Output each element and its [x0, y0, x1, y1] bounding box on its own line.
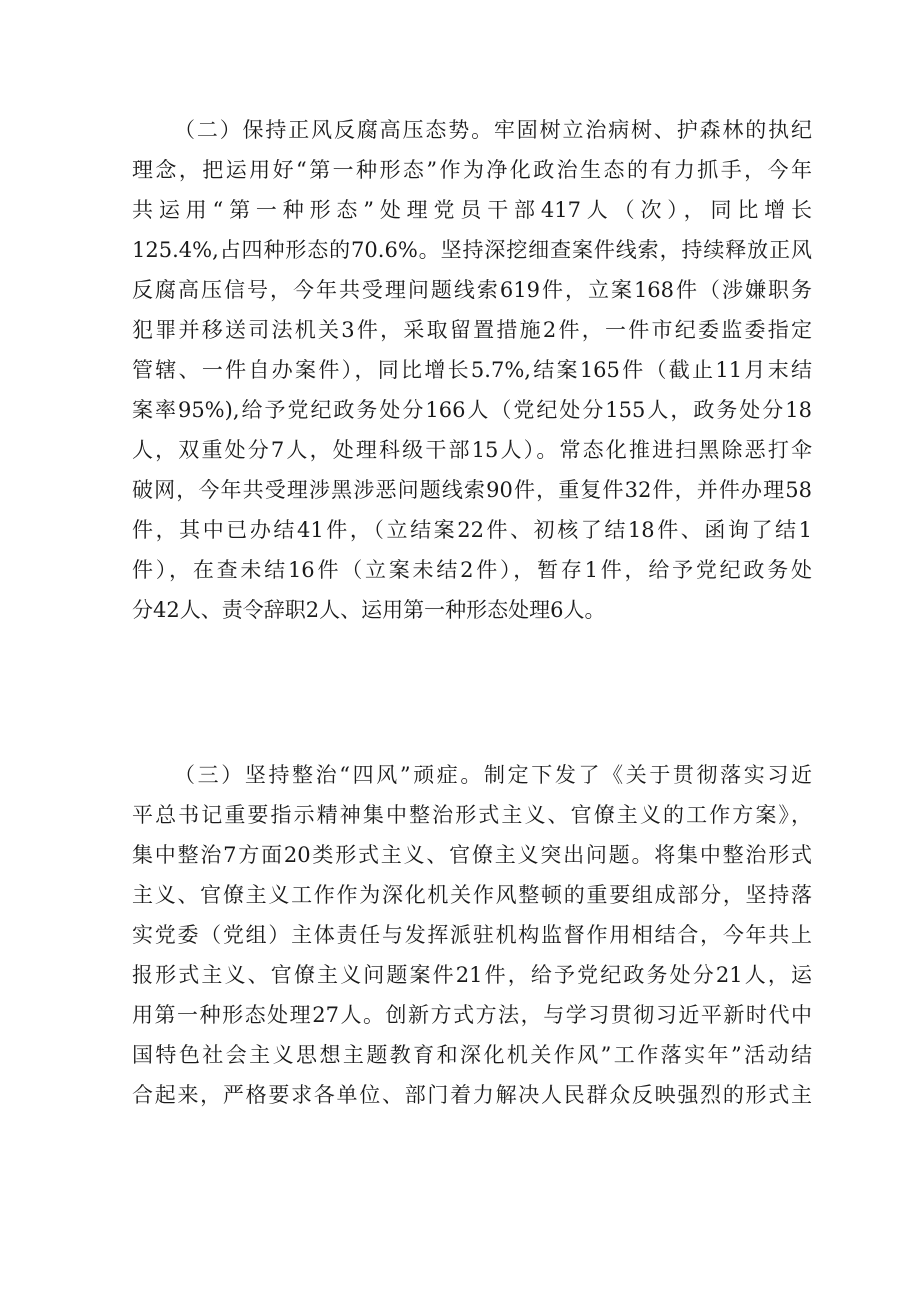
text-line: 合起来，严格要求各单位、部门着力解决人民群众反映强烈的形式主 — [132, 1083, 812, 1107]
text-line: 件，其中已办结41件，（立结案22件、初核了结18件、函询了结1 — [132, 518, 812, 542]
text-line: 集中整治7方面20类形式主义、官僚主义突出问题。将集中整治形式 — [132, 843, 812, 867]
text-line: 理念，把运用好“第一种形态”作为净化政治生态的有力抓手，今年 — [132, 158, 812, 182]
text-line: （二）保持正风反腐高压态势。牢固树立治病树、护森林的执纪 — [174, 118, 812, 142]
text-line: 报形式主义、官僚主义问题案件21件，给予党纪政务处分21人，运 — [132, 963, 812, 987]
text-line: 用第一种形态处理27人。创新方式方法，与学习贯彻习近平新时代中 — [132, 1003, 812, 1027]
paragraph-discipline-anticorruption — [132, 110, 812, 630]
text-line: 人，双重处分7人，处理科级干部15人）。常态化推进扫黑除恶打伞 — [132, 438, 812, 462]
text-line: 实党委（党组）主体责任与发挥派驻机构监督作用相结合，今年共上 — [132, 923, 812, 947]
text-line: 分42人、责令辞职2人、运用第一种形态处理6人。 — [132, 598, 606, 622]
text-line: 主义、官僚主义工作作为深化机关作风整顿的重要组成部分，坚持落 — [132, 883, 812, 907]
text-line: 案率95%),给予党纪政务处分166人（党纪处分155人，政务处分18 — [132, 398, 812, 422]
text-line: 管辖、一件自办案件），同比增长5.7%,结案165件（截止11月末结 — [132, 358, 812, 382]
text-line: 件），在查未结16件（立案未结2件），暂存1件，给予党纪政务处 — [132, 558, 812, 582]
text-line: 共运用“第一种形态”处理党员干部417人（次），同比增长 — [132, 198, 812, 222]
text-line: 反腐高压信号，今年共受理问题线索619件，立案168件（涉嫌职务 — [132, 278, 812, 302]
text-line: （三）坚持整治“四风”顽症。制定下发了《关于贯彻落实习近 — [174, 763, 812, 787]
paragraph-four-styles-rectification — [132, 755, 812, 1115]
text-line: 犯罪并移送司法机关3件，采取留置措施2件，一件市纪委监委指定 — [132, 318, 812, 342]
text-line: 125.4%,占四种形态的70.6%。坚持深挖细查案件线索，持续释放正风 — [132, 238, 812, 262]
text-line: 国特色社会主义思想主题教育和深化机关作风”工作落实年”活动结 — [132, 1043, 812, 1067]
text-line: 破网，今年共受理涉黑涉恶问题线索90件，重复件32件，并件办理58 — [132, 478, 812, 502]
text-line: 平总书记重要指示精神集中整治形式主义、官僚主义的工作方案》， — [132, 803, 812, 827]
